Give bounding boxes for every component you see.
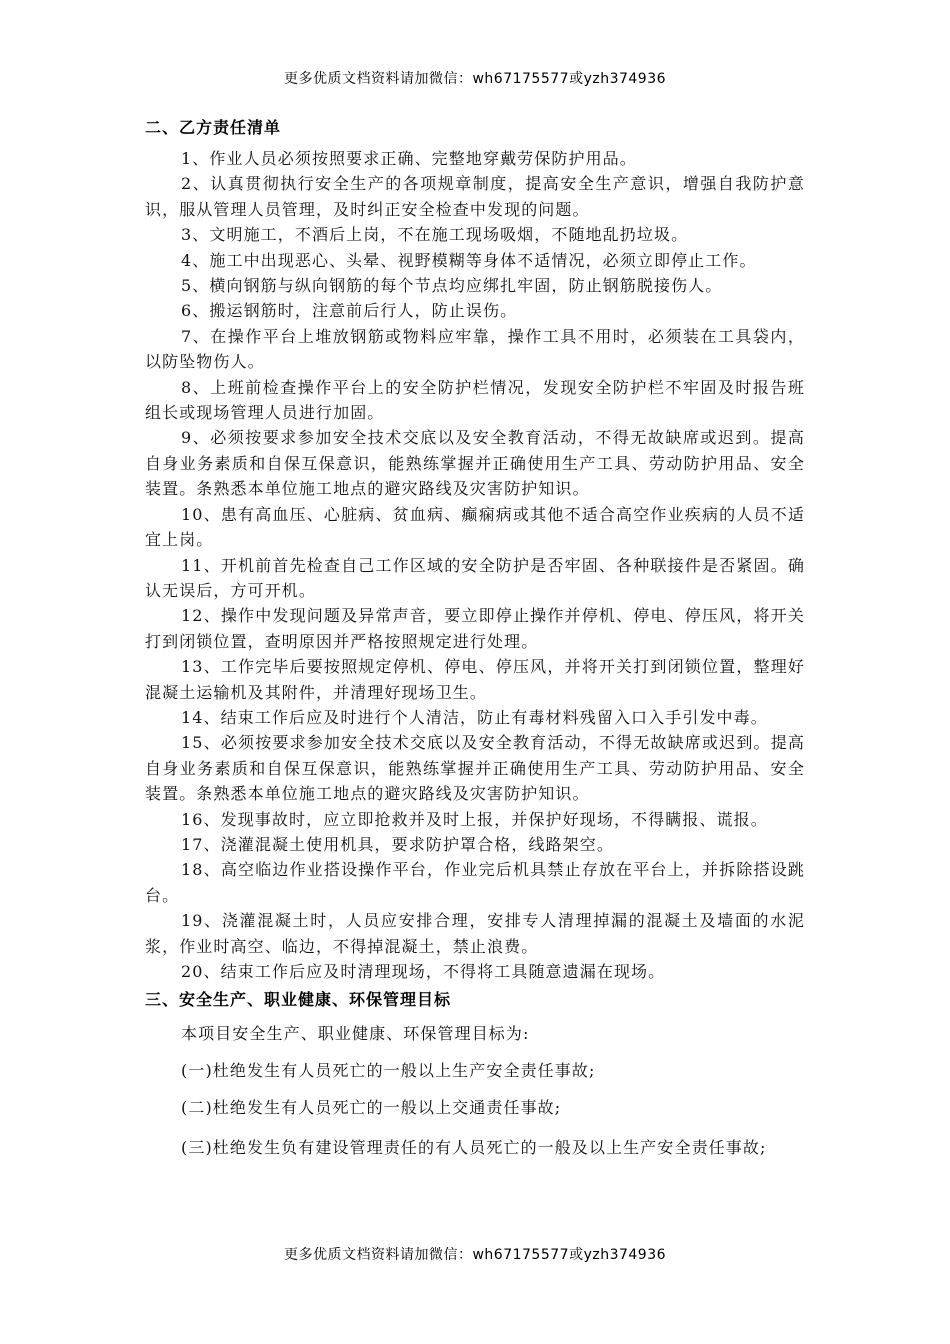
section-heading-responsibilities: 二、乙方责任清单 bbox=[145, 118, 282, 137]
goal-item: (一)杜绝发生有人员死亡的一般以上生产安全责任事故; bbox=[181, 1061, 596, 1081]
goal-item: (二)杜绝发生有人员死亡的一般以上交通责任事故; bbox=[181, 1098, 562, 1118]
list-item: 6、搬运钢筋时，注意前后行人，防止误伤。 bbox=[181, 301, 518, 321]
list-item: 12、操作中发现问题及异常声音，要立即停止操作并停机、停电、停压风，将开关打到闭锁位置，查明原因并严格按照规定进行处理。 bbox=[145, 606, 805, 651]
list-item: 4、施工中出现恶心、头晕、视野模糊等身体不适情况，必须立即停止工作。 bbox=[181, 250, 757, 270]
list-item: 11、开机前首先检查自己工作区域的安全防护是否牢固、各种联接件是否紧固。确认无误后，方可开机。 bbox=[145, 555, 805, 600]
list-item: 19、浇灌混凝土时，人员应安排合理，安排专人清理掉漏的混凝土及墙面的水泥浆，作业时高空、临边，不得掉混凝土，禁止浪费。 bbox=[145, 911, 805, 956]
responsibility-list bbox=[145, 146, 805, 984]
section-heading-management-goals: 三、安全生产、职业健康、环保管理目标 bbox=[145, 990, 452, 1010]
page-footer: 更多优质文档资料请加微信：wh67175577或yzh374936 bbox=[283, 1247, 667, 1263]
list-item: 13、工作完毕后要按照规定停机、停电、停压风，并将开关打到闭锁位置，整理好混凝土运输机及其附件，并清理好现场卫生。 bbox=[145, 657, 805, 702]
list-item: 1、作业人员必须按照要求正确、完整地穿戴劳保防护用品。 bbox=[181, 149, 637, 168]
list-item: 18、高空临边作业搭设操作平台，作业完后机具禁止存放在平台上，并拆除搭设跳台。 bbox=[145, 860, 805, 905]
list-item: 2、认真贯彻执行安全生产的各项规章制度，提高安全生产意识，增强自我防护意识，服从管理人员管理，及时纠正安全检查中发现的问题。 bbox=[145, 174, 805, 219]
list-item: 5、横向钢筋与纵向钢筋的每个节点均应绑扎牢固，防止钢筋脱接伤人。 bbox=[181, 276, 723, 296]
document-body bbox=[145, 112, 805, 1173]
list-item: 20、结束工作后应及时清理现场，不得将工具随意遗漏在现场。 bbox=[181, 962, 666, 981]
list-item: 15、必须按要求参加安全技术交底以及安全教育活动，不得无故缺席或迟到。提高自身业务素质和自保互保意识，能熟练掌握并正确使用生产工具、劳动防护用品、安全装置。条熟悉本单位施工地点的避灾路线及灾害防护知识。 bbox=[145, 733, 805, 804]
list-item: 17、浇灌混凝土使用机具，要求防护罩合格，线路架空。 bbox=[181, 834, 614, 854]
list-item: 9、必须按要求参加安全技术交底以及安全教育活动，不得无故缺席或迟到。提高自身业务素质和自保互保意识，能熟练掌握并正确使用生产工具、劳动防护用品、安全装置。条熟悉本单位施工地点的避灾路线及灾害防护知识。 bbox=[145, 428, 805, 499]
list-item: 8、上班前检查操作平台上的安全防护栏情况，发现安全防护栏不牢固及时报告班组长或现场管理人员进行加固。 bbox=[145, 377, 805, 423]
list-item: 7、在操作平台上堆放钢筋或物料应牢靠，操作工具不用时，必须装在工具袋内，以防坠物伤人。 bbox=[145, 326, 805, 372]
list-item: 16、发现事故时，应立即抢救并及时上报，并保护好现场，不得瞒报、谎报。 bbox=[181, 809, 768, 829]
goal-item: (三)杜绝发生负有建设管理责任的有人员死亡的一般及以上生产安全责任事故; bbox=[181, 1138, 767, 1158]
list-item: 14、结束工作后应及时进行个人清洁，防止有毒材料残留入口入手引发中毒。 bbox=[181, 707, 768, 727]
list-item: 10、患有高血压、心脏病、贫血病、癫痫病或其他不适合高空作业疾病的人员不适宜上岗。 bbox=[145, 504, 805, 550]
goals-intro: 本项目安全生产、职业健康、环保管理目标为: bbox=[181, 1024, 530, 1044]
page-header: 更多优质文档资料请加微信：wh67175577或yzh374936 bbox=[283, 71, 667, 87]
list-item: 3、文明施工，不酒后上岗，不在施工现场吸烟，不随地乱扔垃圾。 bbox=[181, 225, 689, 245]
